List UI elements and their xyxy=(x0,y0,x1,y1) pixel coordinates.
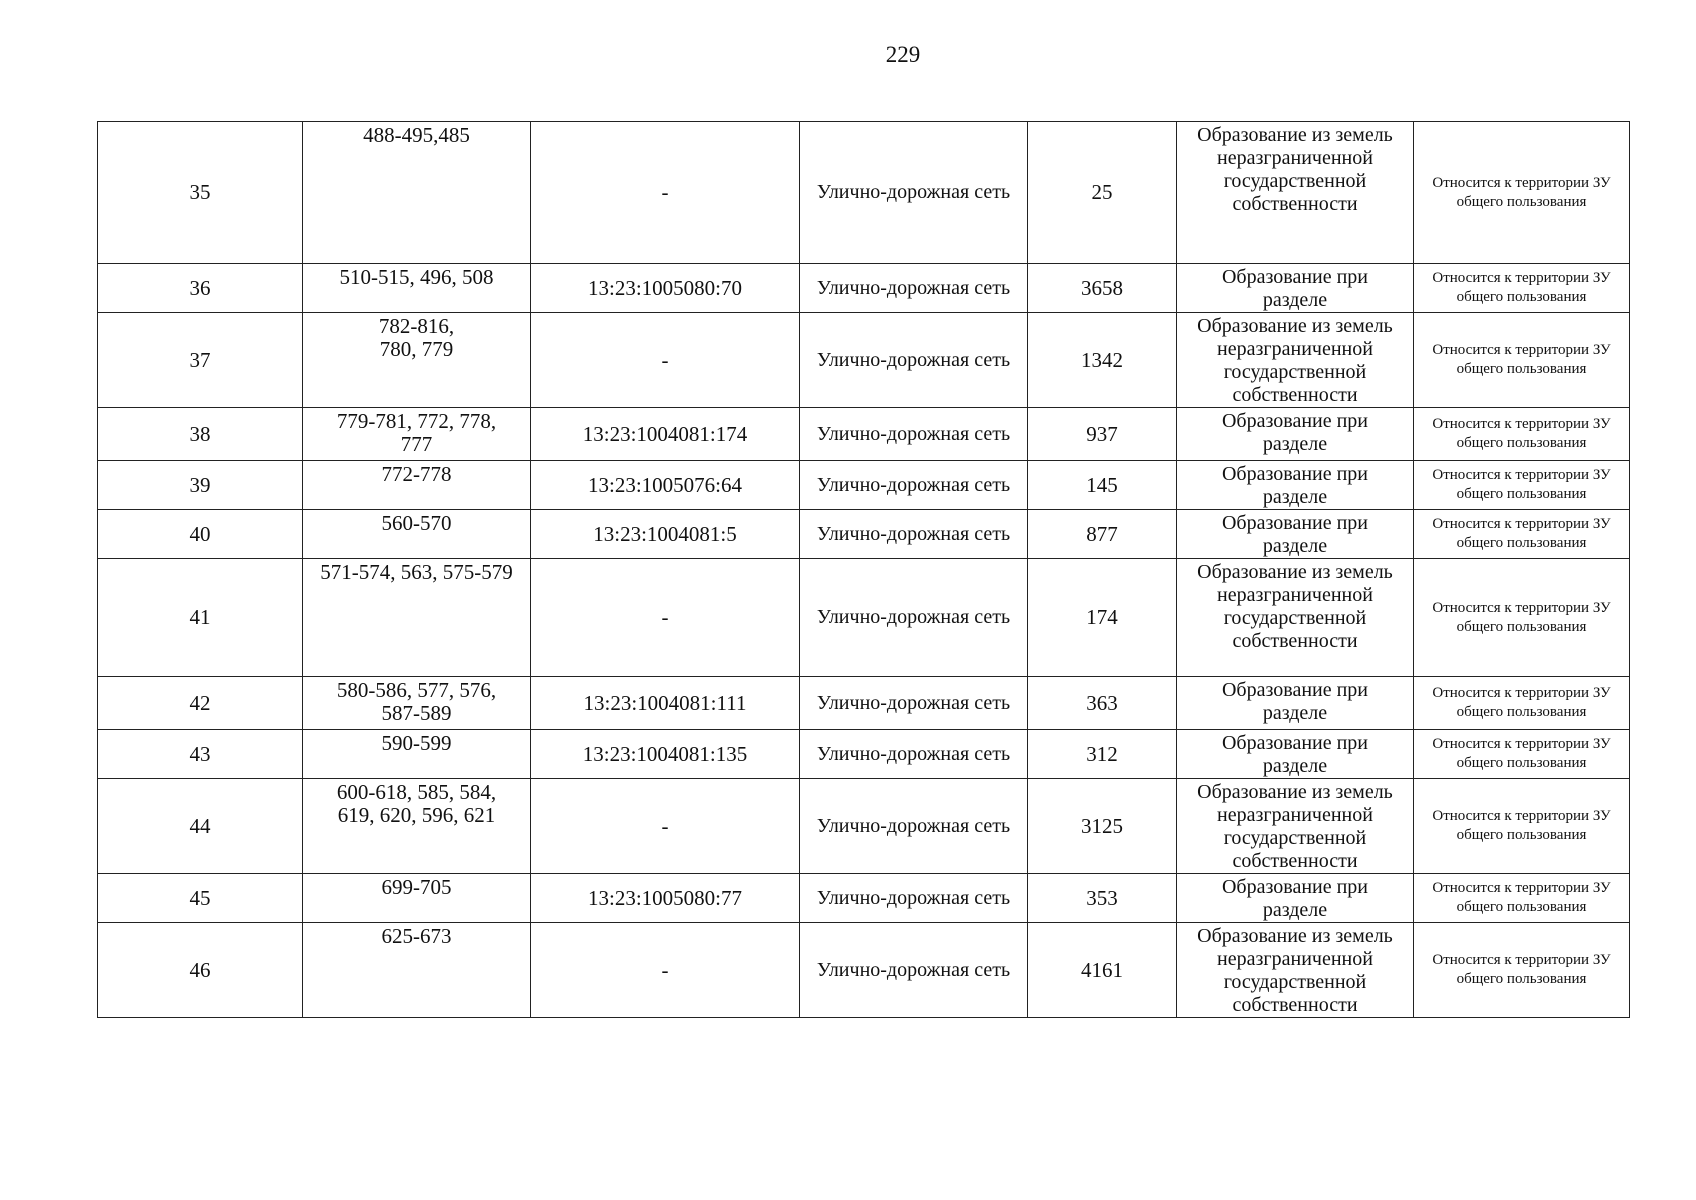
formation-method-cell xyxy=(1177,408,1414,461)
cadastral-number-cell: - xyxy=(531,923,800,1018)
row-number-cell: 41 xyxy=(98,559,303,677)
note-cell xyxy=(1414,779,1630,874)
permitted-use-cell: Улично-дорожная сеть xyxy=(800,923,1028,1018)
area-cell: 1342 xyxy=(1028,313,1177,408)
cadastral-number-cell: - xyxy=(531,313,800,408)
table-body xyxy=(98,122,1630,1018)
row-number-cell: 42 xyxy=(98,677,303,730)
note-cell xyxy=(1414,122,1630,264)
boundary-points-line: 510-515, 496, 508 xyxy=(339,265,494,289)
row-number-cell: 43 xyxy=(98,730,303,779)
boundary-points-line: 560-570 xyxy=(381,511,452,535)
formation-method-line: неразграниченной xyxy=(1217,584,1373,606)
note-cell xyxy=(1414,313,1630,408)
boundary-points-line: 571-574, 563, 575-579 xyxy=(320,560,513,584)
boundary-points-line: 772-778 xyxy=(381,462,452,486)
table-row xyxy=(98,874,1630,923)
note-line: общего пользования xyxy=(1456,971,1587,987)
table-row xyxy=(98,313,1630,408)
area-cell: 4161 xyxy=(1028,923,1177,1018)
note-cell xyxy=(1414,730,1630,779)
note-cell xyxy=(1414,461,1630,510)
boundary-points-line: 580-586, 577, 576, xyxy=(336,678,497,702)
table-row xyxy=(98,264,1630,313)
row-number-cell: 40 xyxy=(98,510,303,559)
boundary-points-line: 699-705 xyxy=(381,875,452,899)
cadastral-number-cell: 13:23:1004081:111 xyxy=(531,677,800,730)
note-line: Относится к территории ЗУ xyxy=(1432,736,1611,752)
table-row xyxy=(98,923,1630,1018)
boundary-points-cell xyxy=(303,264,531,313)
formation-method-line: неразграниченной xyxy=(1217,338,1373,360)
formation-method-line: Образование при xyxy=(1221,410,1369,432)
table-row xyxy=(98,510,1630,559)
note-cell xyxy=(1414,677,1630,730)
formation-method-line: Образование при xyxy=(1221,463,1369,485)
cadastral-number-cell: - xyxy=(531,779,800,874)
formation-method-line: разделе xyxy=(1262,289,1328,311)
note-line: общего пользования xyxy=(1456,827,1587,843)
boundary-points-line: 782-816, xyxy=(378,314,455,338)
note-line: общего пользования xyxy=(1456,899,1587,915)
formation-method-line: Образование из земель xyxy=(1197,925,1393,947)
note-line: общего пользования xyxy=(1456,486,1587,502)
boundary-points-cell xyxy=(303,559,531,677)
note-line: Относится к территории ЗУ xyxy=(1432,599,1611,616)
table-row xyxy=(98,559,1630,677)
boundary-points-line: 590-599 xyxy=(381,731,452,755)
boundary-points-cell xyxy=(303,779,531,874)
formation-method-cell xyxy=(1177,730,1414,779)
area-cell: 353 xyxy=(1028,874,1177,923)
note-line: общего пользования xyxy=(1456,704,1587,720)
note-line: Относится к территории ЗУ xyxy=(1432,342,1611,358)
area-cell: 937 xyxy=(1028,408,1177,461)
formation-method-line: разделе xyxy=(1262,535,1328,557)
permitted-use-cell: Улично-дорожная сеть xyxy=(800,510,1028,559)
formation-method-line: собственности xyxy=(1232,994,1358,1016)
boundary-points-line: 587-589 xyxy=(381,701,452,725)
formation-method-line: собственности xyxy=(1232,850,1358,872)
formation-method-line: Образование при xyxy=(1221,512,1369,534)
permitted-use-cell: Улично-дорожная сеть xyxy=(800,461,1028,510)
formation-method-cell xyxy=(1177,923,1414,1018)
formation-method-line: Образование из земель xyxy=(1197,124,1393,146)
area-cell: 145 xyxy=(1028,461,1177,510)
land-plots-table xyxy=(97,121,1630,1018)
note-cell xyxy=(1414,408,1630,461)
boundary-points-cell xyxy=(303,510,531,559)
table-row xyxy=(98,779,1630,874)
note-line: Относится к территории ЗУ xyxy=(1432,516,1611,532)
formation-method-line: государственной xyxy=(1223,971,1367,993)
row-number-cell: 38 xyxy=(98,408,303,461)
formation-method-line: разделе xyxy=(1262,702,1328,724)
table-row xyxy=(98,730,1630,779)
formation-method-cell xyxy=(1177,677,1414,730)
row-number-cell: 45 xyxy=(98,874,303,923)
formation-method-cell xyxy=(1177,264,1414,313)
formation-method-line: Образование из земель xyxy=(1197,315,1393,337)
formation-method-line: Образование из земель xyxy=(1197,561,1393,583)
row-number-cell: 46 xyxy=(98,923,303,1018)
table-row xyxy=(98,122,1630,264)
note-cell xyxy=(1414,264,1630,313)
area-cell: 174 xyxy=(1028,559,1177,677)
boundary-points-cell xyxy=(303,313,531,408)
note-line: общего пользования xyxy=(1456,535,1587,551)
table-row xyxy=(98,461,1630,510)
formation-method-line: собственности xyxy=(1232,384,1358,406)
boundary-points-cell xyxy=(303,677,531,730)
table-row xyxy=(98,677,1630,730)
formation-method-line: Образование при xyxy=(1221,679,1369,701)
permitted-use-cell: Улично-дорожная сеть xyxy=(800,313,1028,408)
permitted-use-cell: Улично-дорожная сеть xyxy=(800,559,1028,677)
boundary-points-cell xyxy=(303,461,531,510)
area-cell: 877 xyxy=(1028,510,1177,559)
boundary-points-cell xyxy=(303,122,531,264)
formation-method-line: разделе xyxy=(1262,433,1328,455)
formation-method-cell xyxy=(1177,510,1414,559)
cadastral-number-cell: - xyxy=(531,122,800,264)
note-line: общего пользования xyxy=(1456,435,1587,451)
boundary-points-line: 619, 620, 596, 621 xyxy=(337,803,496,827)
area-cell: 3658 xyxy=(1028,264,1177,313)
note-line: общего пользования xyxy=(1456,193,1587,210)
formation-method-line: неразграниченной xyxy=(1217,948,1373,970)
cadastral-number-cell: 13:23:1004081:174 xyxy=(531,408,800,461)
table-row xyxy=(98,408,1630,461)
boundary-points-line: 488-495,485 xyxy=(363,123,470,147)
boundary-points-cell xyxy=(303,408,531,461)
permitted-use-cell: Улично-дорожная сеть xyxy=(800,730,1028,779)
note-line: Относится к территории ЗУ xyxy=(1432,952,1611,968)
boundary-points-line: 780, 779 xyxy=(379,337,454,361)
formation-method-line: государственной xyxy=(1223,607,1367,629)
boundary-points-line: 600-618, 585, 584, xyxy=(336,780,497,804)
formation-method-cell xyxy=(1177,559,1414,677)
cadastral-number-cell: - xyxy=(531,559,800,677)
note-line: общего пользования xyxy=(1456,289,1587,305)
formation-method-line: собственности xyxy=(1232,193,1358,215)
note-line: общего пользования xyxy=(1456,361,1587,377)
note-line: общего пользования xyxy=(1456,618,1587,635)
boundary-points-line: 779-781, 772, 778, xyxy=(336,409,497,433)
permitted-use-cell: Улично-дорожная сеть xyxy=(800,408,1028,461)
formation-method-line: Образование при xyxy=(1221,876,1369,898)
cadastral-number-cell: 13:23:1004081:135 xyxy=(531,730,800,779)
row-number-cell: 44 xyxy=(98,779,303,874)
formation-method-line: собственности xyxy=(1232,630,1358,652)
formation-method-line: Образование при xyxy=(1221,266,1369,288)
cadastral-number-cell: 13:23:1005080:70 xyxy=(531,264,800,313)
boundary-points-line: 777 xyxy=(400,432,433,456)
area-cell: 25 xyxy=(1028,122,1177,264)
formation-method-line: неразграниченной xyxy=(1217,804,1373,826)
formation-method-line: разделе xyxy=(1262,486,1328,508)
note-line: Относится к территории ЗУ xyxy=(1432,174,1611,191)
permitted-use-cell: Улично-дорожная сеть xyxy=(800,874,1028,923)
formation-method-line: государственной xyxy=(1223,361,1367,383)
area-cell: 3125 xyxy=(1028,779,1177,874)
note-line: Относится к территории ЗУ xyxy=(1432,270,1611,286)
formation-method-line: разделе xyxy=(1262,899,1328,921)
formation-method-line: Образование при xyxy=(1221,732,1369,754)
note-line: Относится к территории ЗУ xyxy=(1432,880,1611,896)
note-cell xyxy=(1414,559,1630,677)
row-number-cell: 35 xyxy=(98,122,303,264)
note-cell xyxy=(1414,874,1630,923)
note-line: общего пользования xyxy=(1456,755,1587,771)
formation-method-line: разделе xyxy=(1262,755,1328,777)
cadastral-number-cell: 13:23:1004081:5 xyxy=(531,510,800,559)
area-cell: 363 xyxy=(1028,677,1177,730)
boundary-points-cell xyxy=(303,730,531,779)
cadastral-number-cell: 13:23:1005076:64 xyxy=(531,461,800,510)
row-number-cell: 36 xyxy=(98,264,303,313)
note-line: Относится к территории ЗУ xyxy=(1432,416,1611,432)
boundary-points-line: 625-673 xyxy=(381,924,452,948)
note-line: Относится к территории ЗУ xyxy=(1432,685,1611,701)
area-cell: 312 xyxy=(1028,730,1177,779)
note-line: Относится к территории ЗУ xyxy=(1432,467,1611,483)
permitted-use-cell: Улично-дорожная сеть xyxy=(800,122,1028,264)
permitted-use-cell: Улично-дорожная сеть xyxy=(800,779,1028,874)
boundary-points-cell xyxy=(303,923,531,1018)
note-cell xyxy=(1414,510,1630,559)
formation-method-line: государственной xyxy=(1223,170,1367,192)
formation-method-cell xyxy=(1177,461,1414,510)
note-line: Относится к территории ЗУ xyxy=(1432,808,1611,824)
row-number-cell: 39 xyxy=(98,461,303,510)
formation-method-cell xyxy=(1177,313,1414,408)
formation-method-cell xyxy=(1177,874,1414,923)
formation-method-line: государственной xyxy=(1223,827,1367,849)
page-number: 229 xyxy=(885,42,921,67)
formation-method-line: неразграниченной xyxy=(1217,147,1373,169)
formation-method-cell xyxy=(1177,779,1414,874)
cadastral-number-cell: 13:23:1005080:77 xyxy=(531,874,800,923)
note-cell xyxy=(1414,923,1630,1018)
boundary-points-cell xyxy=(303,874,531,923)
permitted-use-cell: Улично-дорожная сеть xyxy=(800,677,1028,730)
permitted-use-cell: Улично-дорожная сеть xyxy=(800,264,1028,313)
formation-method-cell xyxy=(1177,122,1414,264)
row-number-cell: 37 xyxy=(98,313,303,408)
formation-method-line: Образование из земель xyxy=(1197,781,1393,803)
